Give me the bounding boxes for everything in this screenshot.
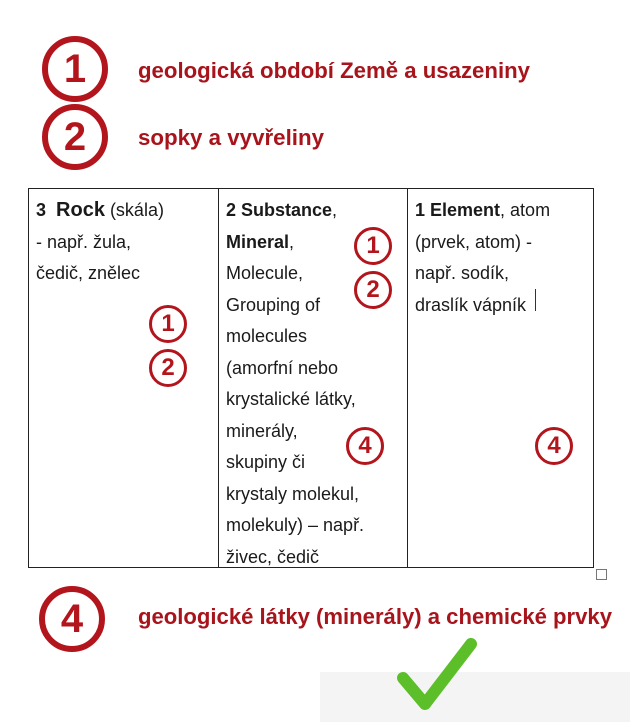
table-resize-handle[interactable]: [596, 569, 607, 580]
marker-number: 4: [547, 432, 561, 459]
mineral-title: Mineral: [226, 231, 290, 252]
substance-line: krystaly molekul,: [226, 483, 360, 504]
legend-text-2: sopky a vyvřeliny: [138, 125, 324, 150]
legend-number: 2: [63, 115, 87, 159]
marker-number: 2: [366, 276, 380, 303]
element-title: 1 Element: [415, 200, 501, 220]
number-1-circle-icon: [42, 36, 108, 102]
substance-line: molekuly) – např.: [226, 515, 365, 535]
rock-number: 3: [36, 200, 47, 220]
element-title-rest: , atom: [500, 200, 551, 220]
element-line-1: [415, 195, 587, 227]
rock-translation: (skála): [104, 200, 164, 220]
table-cell-substance[interactable]: [218, 189, 407, 567]
marker-2-icon: [149, 349, 187, 387]
marker-number: 1: [366, 232, 380, 259]
legend-number: 4: [60, 597, 84, 641]
marker-number: 1: [161, 310, 175, 337]
legend-row-2: [0, 100, 630, 180]
element-line-4: draslík vápník: [415, 294, 527, 315]
legend-text-4: geologické látky (minerály) a chemické prvky: [138, 604, 612, 629]
rock-line-1: [36, 195, 212, 227]
element-line-3: např. sodík,: [415, 263, 510, 283]
marker-number: 2: [161, 354, 175, 381]
mineral-comma: ,: [289, 231, 295, 252]
marker-4-icon: [346, 427, 384, 465]
rock-line-2: - např. žula,: [36, 231, 132, 252]
element-line-2: (prvek, atom) -: [415, 231, 533, 252]
substance-comma: ,: [332, 200, 338, 220]
substance-line: Molecule,: [226, 263, 304, 283]
number-2-circle-icon: [42, 104, 108, 170]
substance-line: živec, čedič: [226, 546, 320, 567]
substance-line: skupiny či: [226, 452, 306, 472]
marker-number: 4: [358, 432, 372, 459]
rock-classification-table: [28, 188, 594, 568]
marker-1-icon: [354, 227, 392, 265]
legend-row-4: [0, 584, 630, 664]
substance-line: molecules: [226, 326, 308, 346]
marker-2-icon: [354, 271, 392, 309]
substance-line-1: [226, 195, 401, 227]
number-4-circle-icon: [39, 586, 105, 652]
substance-line: minerály,: [226, 420, 298, 441]
table-cell-rock[interactable]: [29, 189, 218, 567]
marker-1-icon: [149, 305, 187, 343]
rock-line-3: čedič, znělec: [36, 263, 141, 283]
substance-line: krystalické látky,: [226, 389, 356, 409]
text-cursor: [535, 289, 536, 311]
legend-row-1: [0, 30, 630, 110]
legend-text-1: geologická období Země a usazeniny: [138, 58, 530, 83]
checkmark-icon: [395, 634, 477, 716]
legend-number: 1: [63, 47, 87, 91]
substance-line: Grouping of: [226, 294, 321, 315]
marker-4-icon: [535, 427, 573, 465]
substance-title: 2 Substance: [226, 200, 333, 220]
table-cell-element[interactable]: [407, 189, 593, 567]
substance-line: (amorfní nebo: [226, 357, 339, 378]
rock-title: Rock: [56, 199, 105, 221]
